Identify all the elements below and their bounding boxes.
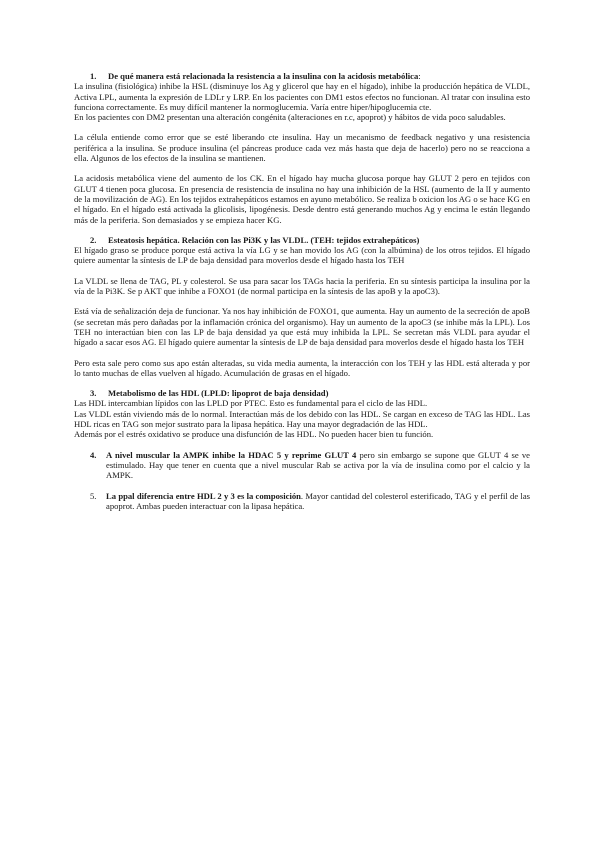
section-2-paragraph-2: La VLDL se llena de TAG, PL y colesterol. Se usa para sacar los TAGs hacia la periferia. En su síntesis participa la insulina por la vía de la Pi3K. Se p AKT que inhibe a FOXO1 (de normal participa en la síntesis de las apoB y la apoC3).: [74, 275, 530, 297]
section-2-paragraph-1: El hígado graso se produce porque está activa la vía LG y se han movido los AG (con la albúmina) de los otros tejidos. El hígado quiere aumentar la síntesis de LP de baja densidad para moverlos desde el hígado hasta los TEH: [74, 245, 530, 266]
section-1-heading: [74, 71, 530, 81]
section-5-text: . Mayor cantidad del colesterol esterificado, TAG y el perfil de las apoprot. Ambas pueden interactuar con la lipasa hepática.: [106, 490, 530, 511]
section-1-title: De qué manera está relacionada la resistencia a la insulina con la acidosis metabólica: [108, 71, 419, 81]
section-3-line-1: Las HDL intercambian lípidos con las LPLD por PTEC. Esto es fundamental para el ciclo de las HDL.: [74, 398, 428, 409]
section-2-paragraph-4: Pero esta sale pero como sus apo están alteradas, su vida media aumenta, la interacción con los TEH y las HDL está alterada y por lo tanto muchas de ellas vuelven al hígado. Acumulación de grasas en el hígado.: [74, 357, 530, 378]
section-4-bold-text: A nivel muscular la AMPK inhibe la HDAC 5 y reprime GLUT 4: [106, 449, 357, 460]
section-2-number: 2.: [90, 234, 97, 245]
section-1-paragraph-1-line-2: En los pacientes con DM2 presentan una alteración congénita (alteraciones en r.c, apoprot) y hábitos de vida poco saludables.: [74, 112, 506, 123]
section-5-number: 5.: [90, 490, 97, 501]
section-4-item: [74, 450, 530, 481]
section-5-item: [74, 491, 530, 512]
section-1-paragraph-3: La acidosis metabólica viene del aumento de los CK. En el hígado hay mucha glucosa porque hay GLUT 2 pero en tejidos con GLUT 4 tienen poca glucosa. En presencia de resistencia de insulina no hay una inhibición de la HSL (aumento de la lI y aumento de la movilización de AG). En los tejidos extrahepáticos estamos en ayuno metabólico. Se realiza b oxicion los AG o se hace KG en el hígado. En el hígado está activada la glicolisis, lipogénesis. Desde dentro está generando muchos Ag y encima le están llegando más de la periferia. Son demasiados y se empieza hacer KG.: [74, 173, 530, 225]
section-3-heading: [74, 388, 530, 398]
section-3-line-2: Las VLDL están viviendo más de lo normal. Interactúan más de los debido con las HDL. Se cargan en exceso de TAG las HDL. Las HDL ricas en TAG son mejor sustrato para la lipasa hepática. Hay una mayor degradación de las HDL.: [74, 408, 530, 430]
section-4-text: pero sin embargo se supone que GLUT 4 se ve estimulado. Hay que tener en cuenta que a nivel muscular Rab se activa por la vía de insulina como por el calcio y la AMPK.: [106, 449, 530, 481]
section-1-paragraph-2: La célula entiende como error que se esté liberando cte insulina. Hay un mecanismo de feedback negativo y una resistencia periférica a la insulina. Se produce insulina (el páncreas produce cada vez más hasta que deja de hacerlo) pero no se reacciona a ella. Algunos de los efectos de la insulina se mantienen.: [74, 132, 530, 164]
document-body: [74, 71, 530, 511]
section-2-paragraph-3: Está vía de señalización deja de funcionar. Ya nos hay inhibición de FOXO1, que aumenta. Hay un aumento de la secreción de apoB (se secretan más pero dañadas por la inflamación crónica del organismo). Hay un aumento de la apoC3 (se inhibe más la LPL). Los TEH no interactúan bien con las LP de baja densidad ya que está muy inhibida la LPL. Se secretan más VLDL para ayudar el hígado a sacar esos AG. El hígado quiere aumentar la síntesis de LP de baja densidad para moverlos desde el hígado hasta los TEH: [74, 306, 530, 348]
section-3-number: 3.: [90, 388, 97, 399]
section-5-bold-text: La ppal diferencia entre HDL 2 y 3 es la composición: [106, 490, 301, 501]
section-3-line-3: Además por el estrés oxidativo se produce una disfunción de las HDL. No pueden hacer bien tu función.: [74, 429, 434, 440]
section-1-paragraph-1-line-1: La insulina (fisiológica) inhibe la HSL (disminuye los Ag y glicerol que hay en el hígado), inhibe la producción hepática de VLDL, Activa LPL, aumenta la expresión de LDLr y LRP. En los pacientes con DM1 estos efectos no funcionan. Al tratar con insulina esto funciona correctamente. Es muy difícil mantener la normoglucemia. Varía entre hiper/hipoglucemia cte.: [74, 81, 530, 112]
section-2-heading: [74, 235, 530, 245]
section-3-title: Metabolismo de las HDL (LPLD: lipoprot de baja densidad): [108, 388, 329, 399]
section-1-title-suffix: :: [418, 71, 421, 81]
section-2-title: Esteatosis hepática. Relación con las Pi3K y las VLDL. (TEH: tejidos extrahepáticos): [108, 234, 420, 245]
section-1-number: 1.: [90, 71, 97, 81]
section-4-number: 4.: [90, 449, 97, 460]
